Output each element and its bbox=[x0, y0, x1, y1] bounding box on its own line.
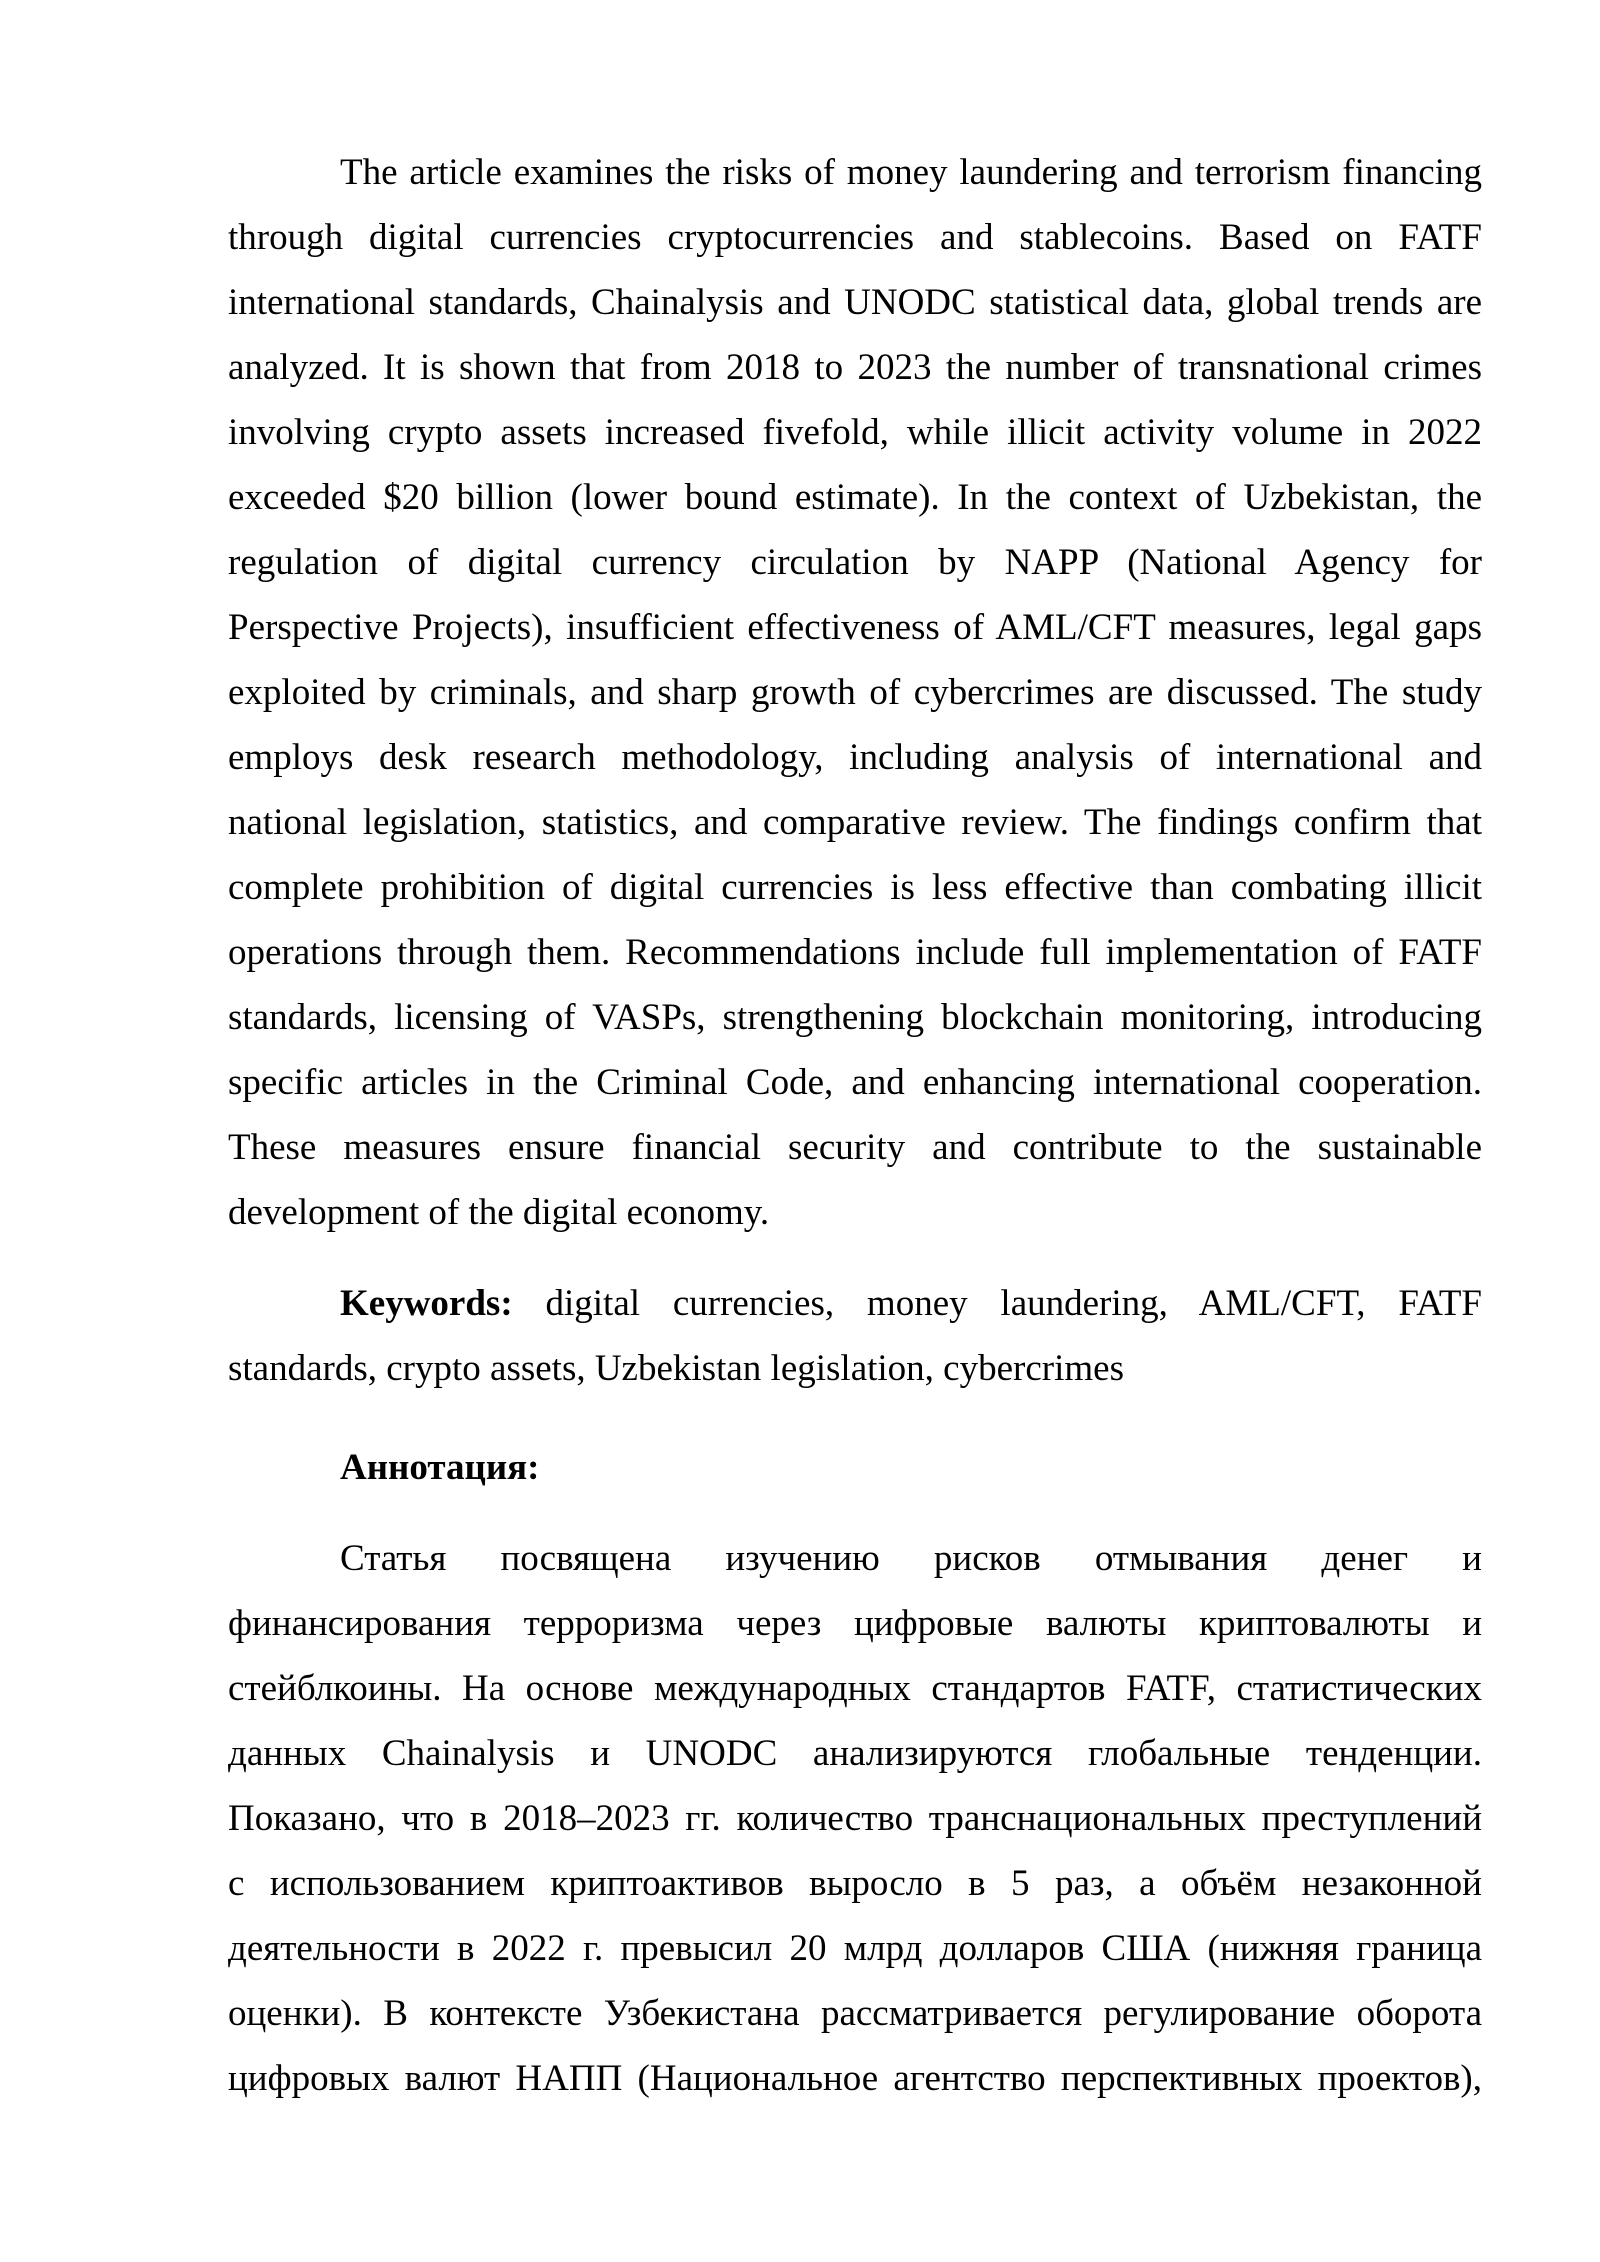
abstract-ru-line: цифровых валют НАПП (Национальное агентство перспективных проектов), bbox=[228, 2058, 1482, 2099]
keywords-list-part1: digital currencies, money laundering, AML/CFT, FATF bbox=[512, 1283, 1482, 1324]
abstract-en-line: analyzed. It is shown that from 2018 to 2023 the number of transnational crimes bbox=[228, 347, 1482, 388]
abstract-ru-line: финансирования терроризма через цифровые валюты криптовалюты и bbox=[228, 1603, 1482, 1644]
keywords-label: Keywords: bbox=[340, 1283, 513, 1324]
abstract-en-line: complete prohibition of digital currencies is less effective than combating illicit bbox=[228, 867, 1482, 908]
annotation-heading: Аннотация: bbox=[340, 1447, 540, 1488]
keywords-line: standards, crypto assets, Uzbekistan legislation, cybercrimes bbox=[228, 1348, 1124, 1389]
abstract-en-line: national legislation, statistics, and comparative review. The findings confirm that bbox=[228, 802, 1482, 843]
abstract-ru-line: Показано, что в 2018–2023 гг. количество транснациональных преступлений bbox=[228, 1798, 1482, 1839]
abstract-ru-line: Статья посвящена изучению рисков отмывания денег и bbox=[340, 1538, 1482, 1579]
abstract-ru-line: деятельности в 2022 г. превысил 20 млрд долларов США (нижняя граница bbox=[228, 1928, 1482, 1969]
keywords-line bbox=[228, 1271, 1482, 1336]
abstract-en-line: through digital currencies cryptocurrencies and stablecoins. Based on FATF bbox=[228, 217, 1482, 258]
abstract-en-line: standards, licensing of VASPs, strengthening blockchain monitoring, introducing bbox=[228, 997, 1482, 1038]
abstract-en-line: specific articles in the Criminal Code, and enhancing international cooperation. bbox=[228, 1062, 1482, 1103]
abstract-en-line: involving crypto assets increased fivefold, while illicit activity volume in 2022 bbox=[228, 412, 1482, 453]
abstract-en-line: employs desk research methodology, including analysis of international and bbox=[228, 737, 1482, 778]
abstract-ru-line: данных Chainalysis и UNODC анализируются глобальные тенденции. bbox=[228, 1733, 1482, 1774]
keywords-paragraph bbox=[228, 1271, 1482, 1401]
abstract-en-line: exceeded $20 billion (lower bound estimate). In the context of Uzbekistan, the bbox=[228, 477, 1482, 518]
abstract-ru-paragraph bbox=[228, 1526, 1482, 2111]
abstract-en-line: exploited by criminals, and sharp growth of cybercrimes are discussed. The study bbox=[228, 672, 1482, 713]
abstract-en-line: These measures ensure financial security and contribute to the sustainable bbox=[228, 1127, 1482, 1168]
abstract-en-paragraph bbox=[228, 140, 1482, 1245]
abstract-ru-line: с использованием криптоактивов выросло в 5 раз, а объём незаконной bbox=[228, 1863, 1482, 1904]
abstract-en-line: Perspective Projects), insufficient effectiveness of AML/CFT measures, legal gaps bbox=[228, 607, 1482, 648]
abstract-ru-line: оценки). В контексте Узбекистана рассматривается регулирование оборота bbox=[228, 1993, 1482, 2034]
abstract-en-line: international standards, Chainalysis and UNODC statistical data, global trends are bbox=[228, 282, 1482, 323]
abstract-en-line: The article examines the risks of money laundering and terrorism financing bbox=[340, 152, 1482, 193]
abstract-en-line: development of the digital economy. bbox=[228, 1192, 770, 1233]
abstract-en-line: operations through them. Recommendations include full implementation of FATF bbox=[228, 932, 1482, 973]
abstract-ru-line: стейблкоины. На основе международных стандартов FATF, статистических bbox=[228, 1668, 1482, 1709]
abstract-en-line: regulation of digital currency circulation by NAPP (National Agency for bbox=[228, 542, 1482, 583]
